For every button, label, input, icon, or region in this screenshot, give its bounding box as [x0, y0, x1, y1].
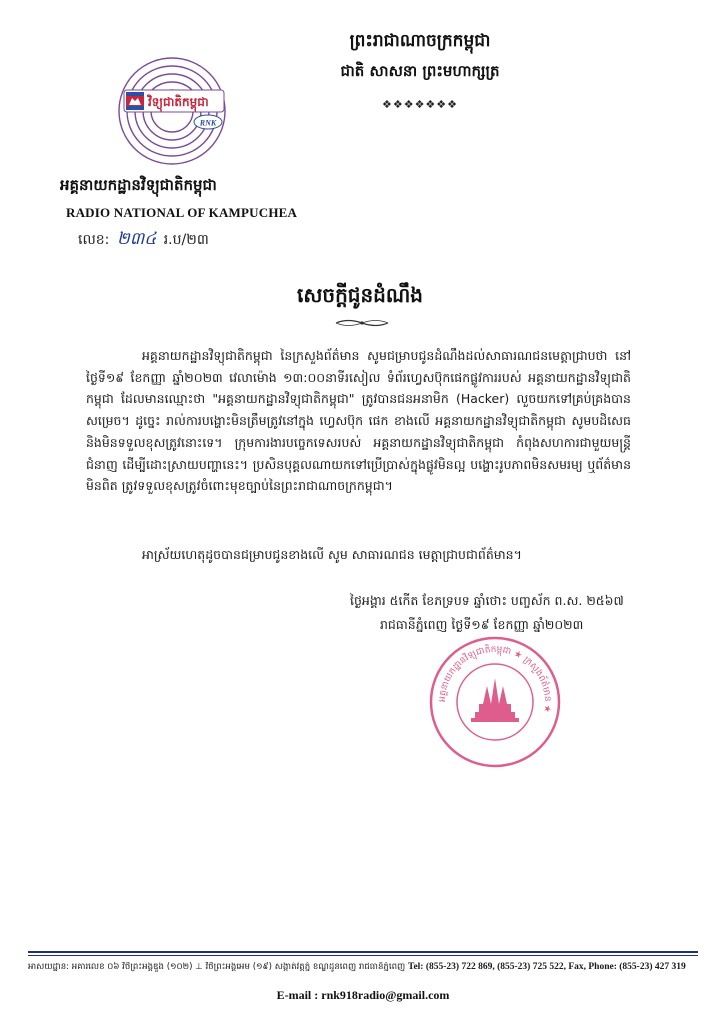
reference-suffix: រ.ប/២៣	[163, 232, 209, 248]
document-title: សេចក្តីជូនដំណឹង	[297, 283, 423, 307]
footer-address-text: អាសយដ្ឋាន: អគារលេខ ០៦ វិថីព្រះអង្គឌួង (១០២) ⊥ វិថីព្រះអង្គអេម (១៩) សង្កាត់វត្តភ្នំ ខណ្ឌដូនពេញ រាជធានីភ្នំពេញ	[28, 962, 406, 972]
header-ornament: ❖❖❖❖❖❖❖	[381, 98, 459, 111]
kingdom-heading: ព្រះរាជាណាចក្រកម្ពុជា	[349, 31, 491, 51]
title-divider-ornament	[334, 318, 390, 328]
lunar-date: ថ្ងៃអង្គារ ៥កើត ខែភទ្របទ ឆ្នាំថោះ បញ្ចស័ក ព.ស. ២៥៦៧	[350, 593, 624, 608]
angkor-temple-icon	[471, 678, 519, 722]
radio-national-logo	[88, 56, 256, 166]
solar-date: រាជធានីភ្នំពេញ ថ្ងៃទី១៩ ខែកញ្ញា ឆ្នាំ២០២៣	[380, 617, 584, 632]
footer-address	[28, 962, 702, 974]
official-seal-stamp	[427, 634, 563, 770]
footer-phones: Tel: (855-23) 722 869, (855-23) 725 522, Fax, Phone: (855-23) 427 319	[407, 962, 686, 972]
logo-badge: RNK	[199, 118, 217, 128]
reference-prefix: លេខ:	[78, 232, 110, 248]
agency-name-english: RADIO NATIONAL OF KAMPUCHEA	[66, 205, 298, 220]
reference-handwritten-number: ២៣៤	[116, 229, 157, 248]
reference-number	[78, 228, 209, 253]
national-motto: ជាតិ សាសនា ព្រះមហាក្សត្រ	[340, 62, 500, 80]
footer-rule-thin	[28, 955, 698, 956]
seal-ring-text: អគ្គនាយកដ្ឋានវិទ្យុជាតិកម្ពុជា ★ ក្រសួងព័ត៌មាន ★	[437, 644, 553, 714]
notice-closing: អាស្រ័យហេតុដូចបានជម្រាបជូនខាងលើ សូម សាធារណជន មេត្តាជ្រាបជាព័ត៌មាន។	[142, 547, 522, 562]
footer-email: E-mail : rnk918radio@gmail.com	[276, 988, 450, 1002]
notice-body: អគ្គនាយកដ្ឋានវិទ្យុជាតិកម្ពុជា នៃក្រសួងព័ត៌មាន សូមជម្រាបជូនដំណឹងដល់សាធារណជនមេត្តាជ្រាបថា នៅថ្ងៃទី១៩ ខែកញ្ញា ឆ្នាំ២០២៣ វេលាម៉ោង ១៣:០០នាទីរសៀល ទំព័រហ្វេសប៊ុកផេកផ្លូវការរបស់ អគ្គនាយកដ្ឋានវិទ្យុជាតិកម្ពុជា ដែលមានឈ្មោះថា "អគ្គនាយកដ្ឋានវិទ្យុជាតិកម្ពុជា" ត្រូវបានជនអនាមិក (Hacker) លួចយកទៅគ្រប់គ្រងបានសម្រេច។ ដូច្នេះ រាល់ការបង្ហោះមិនត្រឹមត្រូវនៅក្នុង ហ្វេសប៊ុក ផេក ខាងលើ អគ្គនាយកដ្ឋានវិទ្យុជាតិកម្ពុជា សូមបដិសេធ និងមិនទទួលខុសត្រូវនោះទេ។ ក្រុមការងារបច្ចេកទេសរបស់ អគ្គនាយកដ្ឋានវិទ្យុជាតិកម្ពុជា កំពុងសហការជាមួយមន្ត្រីជំនាញ ដើម្បីដោះស្រាយបញ្ហានេះ។ ប្រសិនបុគ្គលណាយកទៅប្រើប្រាស់ក្នុងផ្លូវមិនល្អ បង្ហោះរូបភាពមិនសមរម្យ ឬព័ត៌មានមិនពិត ត្រូវទទួលខុសត្រូវចំពោះមុខច្បាប់នៃព្រះរាជាណាចក្រកម្ពុជា។	[86, 348, 631, 494]
logo-text: វិទ្យុជាតិកម្ពុជា	[148, 95, 209, 109]
agency-name-khmer: អគ្គនាយកដ្ឋានវិទ្យុជាតិកម្ពុជា	[60, 176, 217, 194]
footer-rule	[28, 951, 698, 953]
